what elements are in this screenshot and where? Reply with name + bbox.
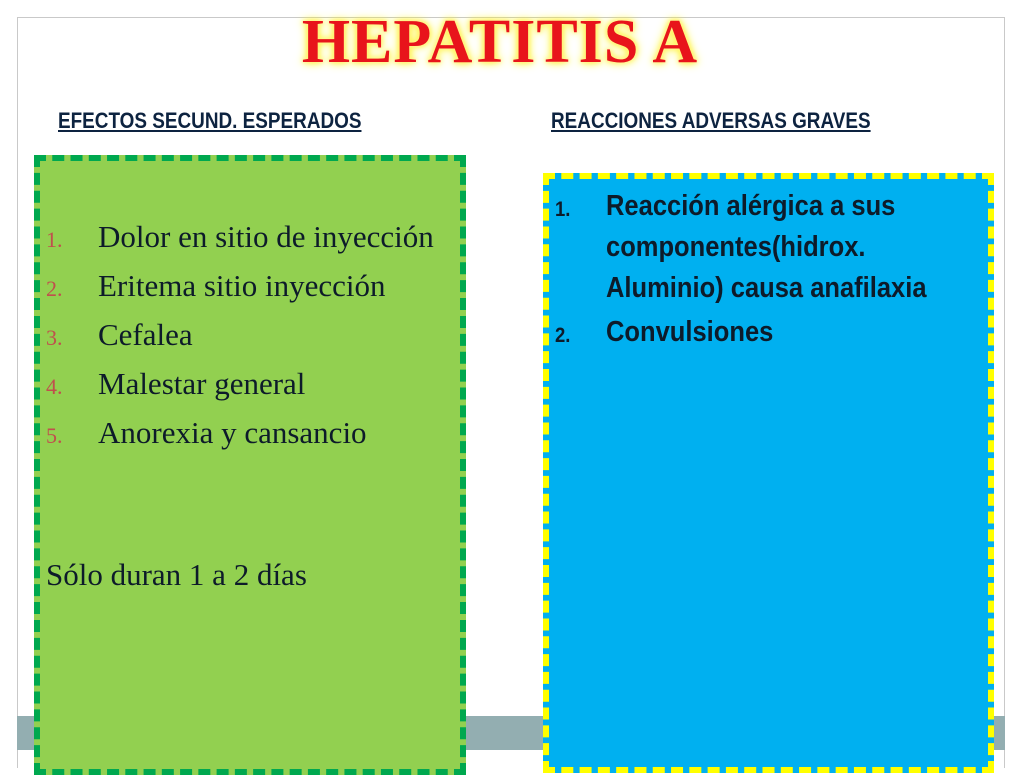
left-column-heading: EFECTOS SECUND. ESPERADOS xyxy=(58,108,362,133)
duration-note: Sólo duran 1 a 2 días xyxy=(46,557,307,592)
expected-effects-list xyxy=(46,217,458,462)
list-number: 1. xyxy=(46,227,63,252)
list-item-text: Cefalea xyxy=(98,317,193,352)
list-number: 5. xyxy=(46,423,63,448)
right-column-heading: REACCIONES ADVERSAS GRAVES xyxy=(551,108,871,133)
serious-reactions-box xyxy=(543,173,994,773)
list-item xyxy=(46,266,458,306)
list-number: 4. xyxy=(46,374,63,399)
list-item xyxy=(46,217,458,257)
list-number: 2. xyxy=(555,324,571,347)
list-item xyxy=(46,364,458,404)
list-number: 2. xyxy=(46,276,63,301)
list-item-text: Dolor en sitio de inyección xyxy=(98,219,434,254)
list-item-text: Eritema sitio inyección xyxy=(98,268,386,303)
slide-title: HEPATITIS A xyxy=(301,8,699,76)
list-item-text: Malestar general xyxy=(98,366,306,401)
list-item xyxy=(46,413,458,453)
expected-effects-box xyxy=(34,155,466,775)
list-item xyxy=(555,186,1024,309)
serious-reactions-list xyxy=(555,186,1024,356)
list-item-line: componentes(hidrox. xyxy=(606,231,866,263)
list-item-line: Reacción alérgica a sus xyxy=(606,190,896,222)
list-item xyxy=(555,312,1024,353)
list-item-line: Aluminio) causa anafilaxia xyxy=(606,272,927,304)
list-item-line: Convulsiones xyxy=(606,316,774,348)
list-item-text: Anorexia y cansancio xyxy=(98,415,367,450)
list-item xyxy=(46,315,458,355)
list-number: 3. xyxy=(46,325,63,350)
list-number: 1. xyxy=(555,198,571,221)
